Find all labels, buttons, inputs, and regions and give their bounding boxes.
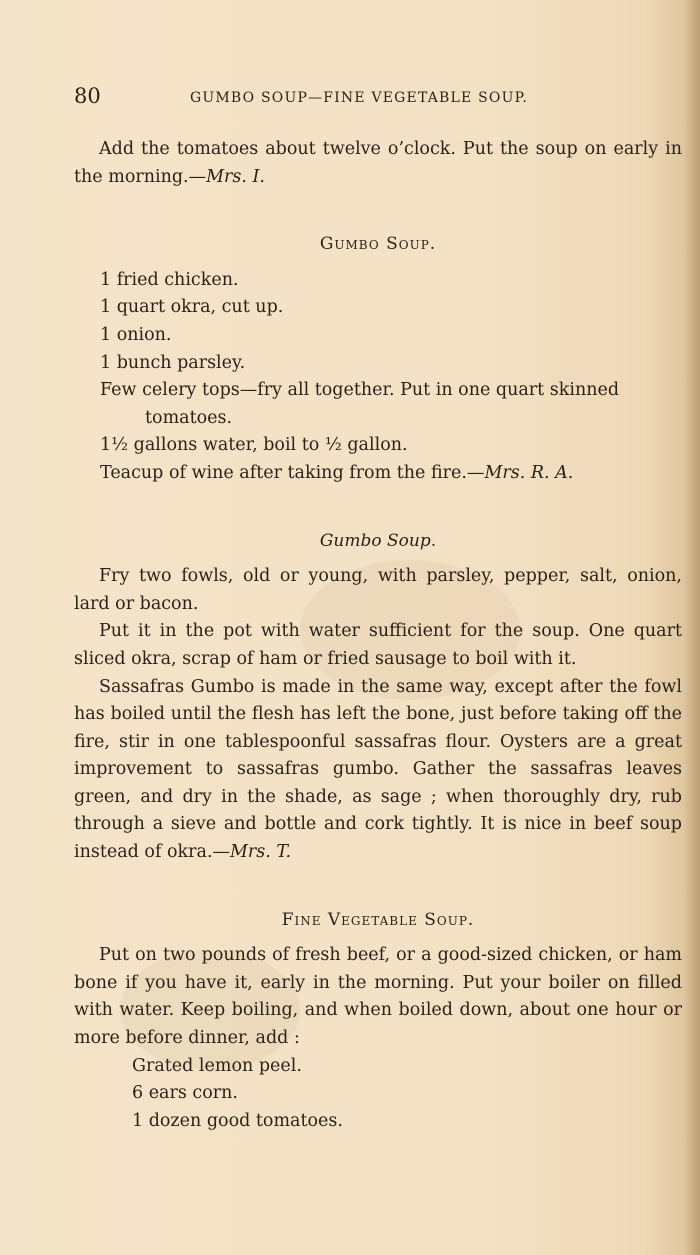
intro-paragraph: Add the tomatoes about twelve o’clock. Put the soup on early in the morning.—Mrs. I. [74,139,682,187]
list-item: 1 bunch parsley. [100,352,246,373]
signature: Mrs. I. [206,166,265,187]
list-item: Teacup of wine after taking from the fire.—Mrs. R. A. [100,462,574,483]
ingredient-list [74,267,682,488]
list-item: 6 ears corn. [132,1083,238,1104]
page-body [74,136,682,1135]
list-item: Grated lemon peel. [132,1055,302,1076]
list-item: Few celery tops—fry all together. Put in one quart skinned tomatoes. [100,380,620,428]
page-edge [684,0,700,1255]
recipe-title: Gumbo Soup. [319,530,437,551]
recipe-paragraph: Fry two fowls, old or young, with parsley, pepper, salt, onion, lard or bacon. [74,566,682,614]
recipe-paragraph: Put it in the pot with water sufficient for the soup. One quart sliced okra, scrap of ham or fried sausage to boil with it. [74,621,682,669]
ingredient-list [74,1053,682,1136]
recipe-title: Gumbo Soup. [319,234,437,255]
recipe-title: Fine Vegetable Soup. [281,909,475,930]
page-header [74,84,674,118]
recipe-paragraph: Sassafras Gumbo is made in the same way, except after the fowl has boiled until the flesh has left the bone, just before taking off the fire, stir in one tablespoonful sassafras flour. Oysters are a great improvement to sassafras gumbo. Gather the sassafras leaves green, and dry in the shade, as sage ; when thoroughly dry, rub through a sieve and bottle and cork tightly. It is nice in beef soup instead of okra.—Mrs. T. [74,676,682,863]
list-item: 1 fried chicken. [100,269,239,290]
list-item: 1 dozen good tomatoes. [132,1110,343,1131]
signature: Mrs. T. [230,842,292,863]
signature: Mrs. R. A. [484,462,574,483]
list-item: 1½ gallons water, boil to ½ gallon. [100,435,408,456]
list-item: 1 quart okra, cut up. [100,297,284,318]
recipe-paragraph: Put on two pounds of fresh beef, or a good-sized chicken, or ham bone if you have it, early in the morning. Put your boiler on filled with water. Keep boiling, and when boiled down, about one hour or more before dinner, add : [74,945,682,1049]
list-item: 1 onion. [100,324,172,345]
page-number: 80 [74,84,101,108]
running-head: GUMBO SOUP—FINE VEGETABLE SOUP. [190,90,529,106]
